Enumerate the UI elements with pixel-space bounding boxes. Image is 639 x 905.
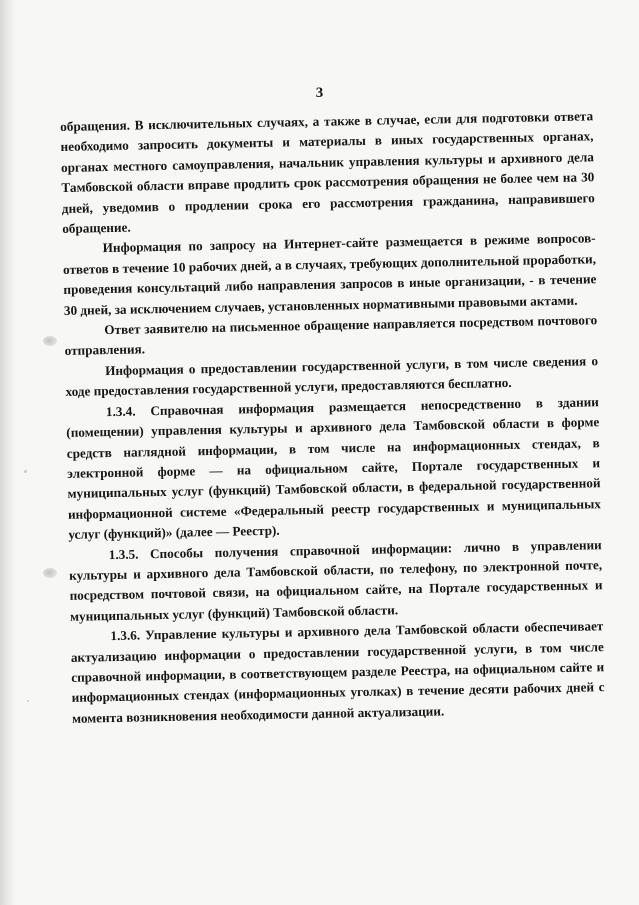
paragraph-continuation: обращения. В исключительных случаях, а также в случае, если для подготовки ответа необходимо запросить документы и материалы в иных государственных органах, органах местного самоуправления, начальник управления культуры и архивного дела Тамбовской области вправе продлить срок рассмотрения обращения не более чем на 30 дней, уведомив о продлении срока его рассмотрения гражданина, направившего обращение. (60, 108, 595, 237)
paragraph-free-information: Информация о предоставлении государственной услуги, в том числе сведения о ходе предоставления государственной услуги, предоставляются бесплатно. (65, 353, 599, 400)
punch-hole-mark (43, 336, 57, 346)
paragraph-1-3-6: 1.3.6. Управление культуры и архивного дела Тамбовской области обеспечивает актуализацию информации о предоставлении государственной услуги, в том числе справочной информации, в соответствующем разделе Реестра, на официальном сайте и информационных стендах (информационных уголках) в течение десяти рабочих дней с момента возникновения необходимости данной актуализации. (70, 618, 605, 726)
punch-hole-mark (43, 568, 57, 578)
paragraph-1-3-5: 1.3.5. Способы получения справочной информации: лично в управлении культуры и архивного дела Тамбовской области, по телефону, по электронной почте, посредством почтовой связи, на официальном сайте, на Портале государственных и муниципальных услуг (функций) Тамбовской области. (69, 536, 603, 624)
scan-speck (24, 470, 27, 473)
paragraph-written-response: Ответ заявителю на письменное обращение направляется посредством почтового отправления. (64, 312, 598, 359)
paragraph-1-3-4: 1.3.4. Справочная информация размещается непосредственно в здании (помещении) управления культуры и архивного дела Тамбовской области в форме средств наглядной информации, в том числе на информационных стендах, в электронной форме — на официальном сайте, Портале государственных и муниципальных услуг (функций) Тамбовской области, в федеральной государственной информационной системе «Федеральный реестр государственных и муниципальных услуг (функций)» (далее — Реестр). (66, 393, 602, 543)
page-number: 3 (315, 85, 324, 101)
scan-speck (27, 700, 29, 702)
scan-left-edge (0, 0, 16, 905)
paragraph-internet-response: Информация по запросу на Интернет-сайте размещается в режиме вопросов-ответов в течение 10 рабочих дней, а в случаях, требующих дополнительной проработки, проведения консультаций либо направления запросов в иные организации, - в течение 30 дней, за исключением случаев, установленных нормативными правовыми актами. (62, 230, 597, 318)
document-body (60, 106, 605, 729)
